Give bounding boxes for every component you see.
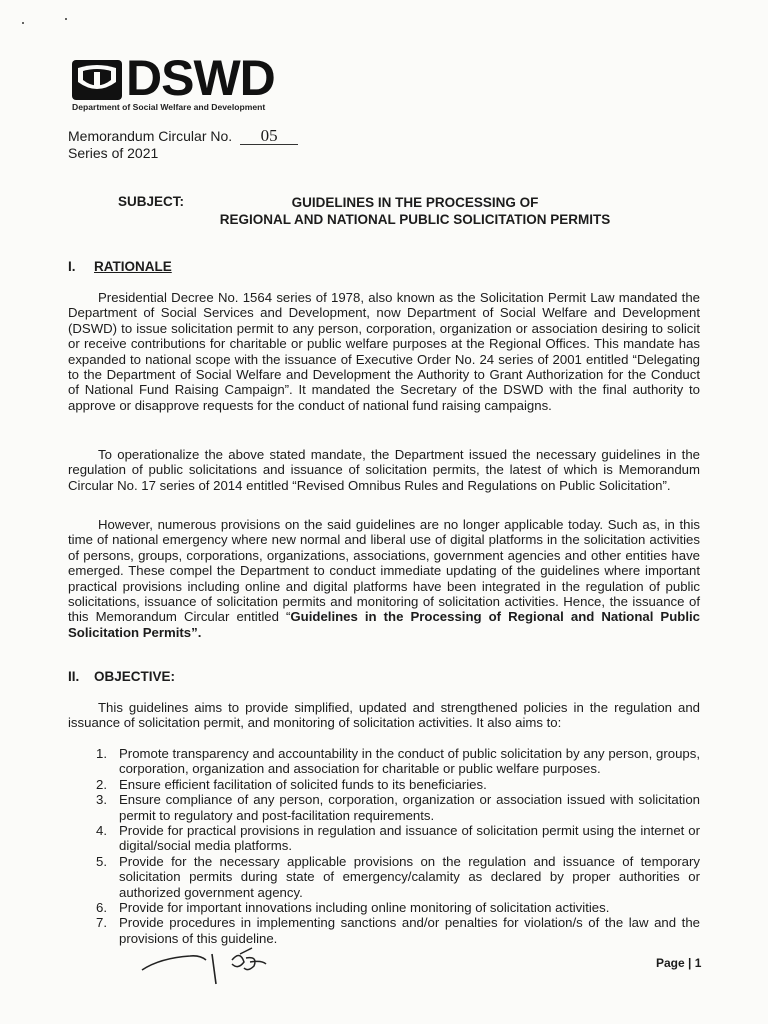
list-item xyxy=(96,746,700,777)
subject-title xyxy=(200,194,630,228)
list-item-number: 5. xyxy=(96,853,107,869)
section-number: II. xyxy=(68,669,80,684)
list-item-text: Provide for the necessary applicable provisions on the regulation and issuance of temporary solicitation permits during state of emergency/calamity as declared by proper authorities or authorized government agency. xyxy=(119,853,700,900)
list-item-text: Provide procedures in implementing sanctions and/or penalties for violation/s of the law and the provisions of this guideline. xyxy=(119,915,700,946)
list-item xyxy=(96,777,700,792)
memo-series: Series of 2021 xyxy=(68,145,159,161)
list-item-number: 1. xyxy=(96,746,107,761)
subject-line-1: GUIDELINES IN THE PROCESSING OF xyxy=(291,195,539,210)
logo-wordmark: DSWD xyxy=(126,50,275,106)
memo-line xyxy=(68,128,298,145)
dswd-emblem-icon xyxy=(72,60,122,100)
list-item xyxy=(96,854,700,900)
list-item-text: Provide for important innovations including online monitoring of solicitation activities. xyxy=(119,900,610,916)
scan-speck xyxy=(65,18,67,20)
list-item-text: Promote transparency and accountability in the conduct of public solicitation by any person, groups, corporation, organization and association for charitable or public welfare purposes. xyxy=(119,746,700,777)
list-item-text: Ensure compliance of any person, corporation, organization or association issued with solicitation permit to regulatory and post-facilitation requirements. xyxy=(119,792,700,823)
memo-number: 05 xyxy=(240,128,298,145)
signature-initials xyxy=(140,940,280,990)
list-item xyxy=(96,823,700,854)
memo-label: Memorandum Circular No. xyxy=(68,128,233,144)
rationale-paragraph-3-text: However, numerous provisions on the said guidelines are no longer applicable today. Such as, in this time of national emergency where new normal and liberal use of digital platforms in the solicitation activities of persons, groups, corporations, organizations, associations, government agencies and other entities have emerged. These compel the Department to conduct immediate updating of the guidelines where important practical provisions including online and digital platforms have been integrated in the regulation of public solicitations, issuance of solicitation permits and monitoring of solicitation activities. Hence, the issuance of this Memorandum Circular entitled “ xyxy=(68,517,700,625)
objective-intro: This guidelines aims to provide simplified, updated and strengthened policies in the regulation and issuance of solicitation permit, and monitoring of solicitation activities. It also aims to: xyxy=(68,700,700,731)
section-number: I. xyxy=(68,259,76,274)
section-heading-objective xyxy=(68,669,175,684)
list-item-number: 7. xyxy=(96,915,107,931)
list-item xyxy=(96,900,700,915)
rationale-paragraph-3 xyxy=(68,517,700,640)
subject-line-2: REGIONAL AND NATIONAL PUBLIC SOLICITATION PERMITS xyxy=(219,212,611,227)
list-item-text: Provide for practical provisions in regulation and issuance of solicitation permit using the internet or digital/social media platforms. xyxy=(119,823,700,854)
list-item-number: 6. xyxy=(96,900,107,916)
list-item-text: Ensure efficient facilitation of solicited funds to its beneficiaries. xyxy=(119,776,487,792)
rationale-paragraph-1: Presidential Decree No. 1564 series of 1978, also known as the Solicitation Permit Law mandated the Department of Social Services and Development, now Department of Social Welfare and Development (DSWD) to issue solicitation permit to any person, corporation, organization or association desiring to solicit or receive contributions for charitable or public welfare purposes at the Regional Offices. This mandate has expanded to national scope with the issuance of Executive Order No. 24 series of 2001 entitled “Delegating to the Department of Social Welfare and Development the Authority to Grant Authorization for the Conduct of National Fund Raising Campaign”. It mandated the Secretary of the DSWD with the final authority to approve or disapprove requests for the conduct of national fund raising campaigns. xyxy=(68,290,700,413)
list-item xyxy=(96,792,700,823)
page-number: Page | 1 xyxy=(656,956,702,970)
list-item-number: 2. xyxy=(96,776,107,792)
memo-block xyxy=(68,128,298,162)
list-item-number: 4. xyxy=(96,823,107,839)
subject-label: SUBJECT: xyxy=(118,194,185,209)
section-heading-rationale xyxy=(68,259,172,274)
rationale-paragraph-2: To operationalize the above stated mandate, the Department issued the necessary guidelines in the regulation of public solicitations and issuance of solicitation permits, the latest of which is Memorandum Circular No. 17 series of 2014 entitled “Revised Omnibus Rules and Regulations on Public Solicitation”. xyxy=(68,447,700,493)
rationale-paragraph-3-title: Guidelines in the Processing of Regional and National Public Solicitation Permits”. xyxy=(68,609,700,640)
objective-list xyxy=(96,746,700,946)
dswd-logo xyxy=(72,50,302,115)
section-title: RATIONALE xyxy=(94,259,172,274)
list-item-number: 3. xyxy=(96,792,107,808)
logo-subtitle: Department of Social Welfare and Development xyxy=(72,102,266,112)
scan-speck xyxy=(22,22,24,24)
section-title: OBJECTIVE: xyxy=(94,669,176,684)
